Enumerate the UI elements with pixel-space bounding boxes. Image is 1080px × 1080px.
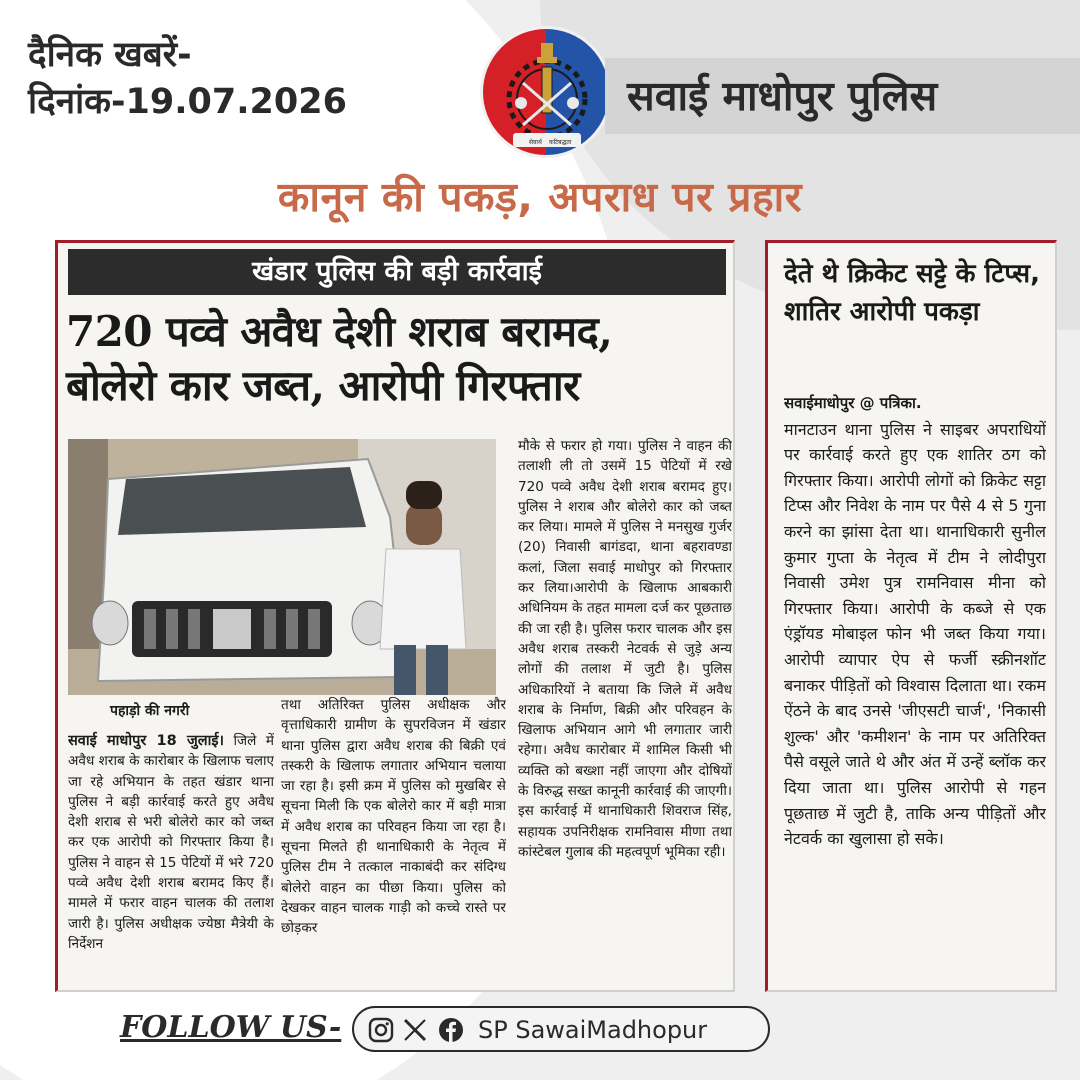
- emblem-motto-left: सेवार्थ: [529, 139, 542, 146]
- article2-headline: देते थे क्रिकेट सट्टे के टिप्स, शातिर आरोपी पकड़ा: [784, 259, 1040, 328]
- slogan: कानून की पकड़, अपराध पर प्रहार: [277, 173, 803, 221]
- article1-headline: [66, 305, 730, 413]
- x-icon[interactable]: [402, 1017, 428, 1043]
- article2-dateline: सवाईमाधोपुर @ पत्रिका.: [784, 394, 922, 412]
- facebook-icon[interactable]: [438, 1017, 464, 1043]
- emblem-motto-right: कटिबद्धता: [549, 139, 572, 146]
- article1-dateline: सवाई माधोपुर 18 जुलाई।: [68, 733, 224, 749]
- article2-body: मानटाउन थाना पुलिस ने साइबर अपराधियों पर कार्रवाई करते हुए एक शातिर ठग को गिरफ्तार किया। आरोपी लोगों को क्रिकेट सट्टा टिप्स और निवेश के नाम पर पैसे 4 से 5 गुना करने का झांसा देता था। थानाधिकारी सुनील कुमार गुप्ता के नेतृत्व में टीम ने लोदीपुरा निवासी उमेश पुत्र रामनिवास मीना को गिरफ्तार किया। आरोपी के कब्जे से एक एंड्रॉयड मोबाइल फोन भी जब्त किया गया। आरोपी व्यापार ऐप से फर्जी स्क्रीनशॉट बनाकर पीड़ितों को विश्वास दिलाता था। रकम ऐंठने के बाद उनसे 'जीएसटी चार्ज', 'निकासी शुल्क' और 'कमीशन' के नाम पर अतिरिक्त पैसे वसूले जाते थे और अंत में उन्हें ब्लॉक कर दिया जाता था। पुलिस आरोपी से गहन पूछताछ में जुटी है, ताकि अन्य पीड़ितों और नेटवर्क का खुलासा हो सके।: [784, 419, 1046, 849]
- header-date-block: [28, 32, 347, 127]
- article1-headline-line1: 720 पव्वे अवैध देशी शराब बरामद,: [66, 307, 613, 356]
- follow-us-label: FOLLOW US-: [120, 1010, 342, 1045]
- article1-column-left: [68, 731, 274, 992]
- article1-headline-line2: बोलेरो कार जब्त, आरोपी गिरफ्तार: [66, 360, 580, 410]
- article2-body-block: [784, 391, 1046, 985]
- article1-column-middle: तथा अतिरिक्त पुलिस अधीक्षक और वृत्ताधिकारी ग्रामीण के सुपरविजन में खंडार थाना पुलिस द्वारा अवैध शराब की बिक्री एवं तस्करी के खिलाफ लगातार अभियान चलाया जा रहा है। इसी क्रम में पुलिस को मुखबिर से सूचना मिली कि एक बोलेरो कार में बड़ी मात्रा में अवैध शराब का परिवहन किया जा रहा है। सूचना मिलते ही थानाधिकारी के नेतृत्व में पुलिस टीम ने तत्काल नाकाबंदी कर संदिग्ध बोलेरो वाहन का पीछा किया। पुलिस को देखकर वाहन चालक गाड़ी को कच्चे रास्ते पर छोड़कर: [281, 697, 506, 937]
- social-handle-pill[interactable]: [352, 1006, 770, 1052]
- seized-vehicle-photo: [68, 439, 496, 695]
- header-line1: दैनिक खबरें-: [28, 35, 192, 75]
- police-name-banner: सवाई माधोपुर पुलिस: [605, 58, 1080, 134]
- article1-strip: खंडार पुलिस की बड़ी कार्रवाई: [68, 249, 726, 295]
- article1-column-right: मौके से फरार हो गया। पुलिस ने वाहन की तलाशी ली तो उसमें 15 पेटियों में रखे 720 पव्वे अवैध देशी शराब बरामद हुए। पुलिस ने शराब और बोलेरो कार को जब्त कर लिया। मामले में पुलिस ने मनसुख गुर्जर (20) निवासी बागंडदा, थाना बहरावण्डा कलां, जिला सवाई माधोपुर को गिरफ्तार कर लिया।आरोपी के खिलाफ आबकारी अधिनियम के तहत मामला दर्ज कर पूछताछ की जा रही है। पुलिस फरार चालक और इस अवैध शराब तस्करी नेटवर्क से जुड़े अन्य लोगों की तलाश में जुटी है। पुलिस अधिकारियों ने बताया कि जिले में अवैध शराब के निर्माण, बिक्री और परिवहन के खिलाफ अभियान आगे भी लगातार जारी रहेगा। अवैध कारोबार में शामिल किसी भी व्यक्ति को बख्शा नहीं जाएगा और दोषियों के विरुद्ध सख्त कानूनी कार्रवाई की जाएगी। इस कार्रवाई में थानाधिकारी शिवराज सिंह, सहायक उपनिरीक्षक रामनिवास मीणा तथा कांस्टेबल गुलाब की महत्वपूर्ण भूमिका रही।: [518, 438, 732, 860]
- news-clipping-liquor-seizure: [55, 240, 735, 992]
- article1-column-left-body: जिले में अवैध शराब के कारोबार के खिलाफ चलाए जा रहे अभियान के तहत खंडार थाना पुलिस ने बड़ी कार्रवाई करते हुए अवैध देशी शराब से भरी बोलेरो कार को जब्त कर एक आरोपी को गिरफ्तार किया है। पुलिस ने वाहन से 15 पेटियों में भरे 720 पव्वे अवैध देशी शराब बरामद किए हैं। मामले में फरार वाहन चालक की तलाश जारी है। पुलिस अधीक्षक ज्येष्ठा मैत्रेयी के निर्देशन: [68, 733, 274, 952]
- article1-subtitle: पहाड़ो की नगरी: [110, 703, 190, 719]
- instagram-icon[interactable]: [368, 1017, 394, 1043]
- header-date: दिनांक-19.07.2026: [28, 82, 347, 123]
- social-handle[interactable]: SP SawaiMadhopur: [478, 1016, 708, 1044]
- police-emblem-icon: [480, 26, 612, 158]
- news-clipping-cricket-betting: [765, 240, 1057, 992]
